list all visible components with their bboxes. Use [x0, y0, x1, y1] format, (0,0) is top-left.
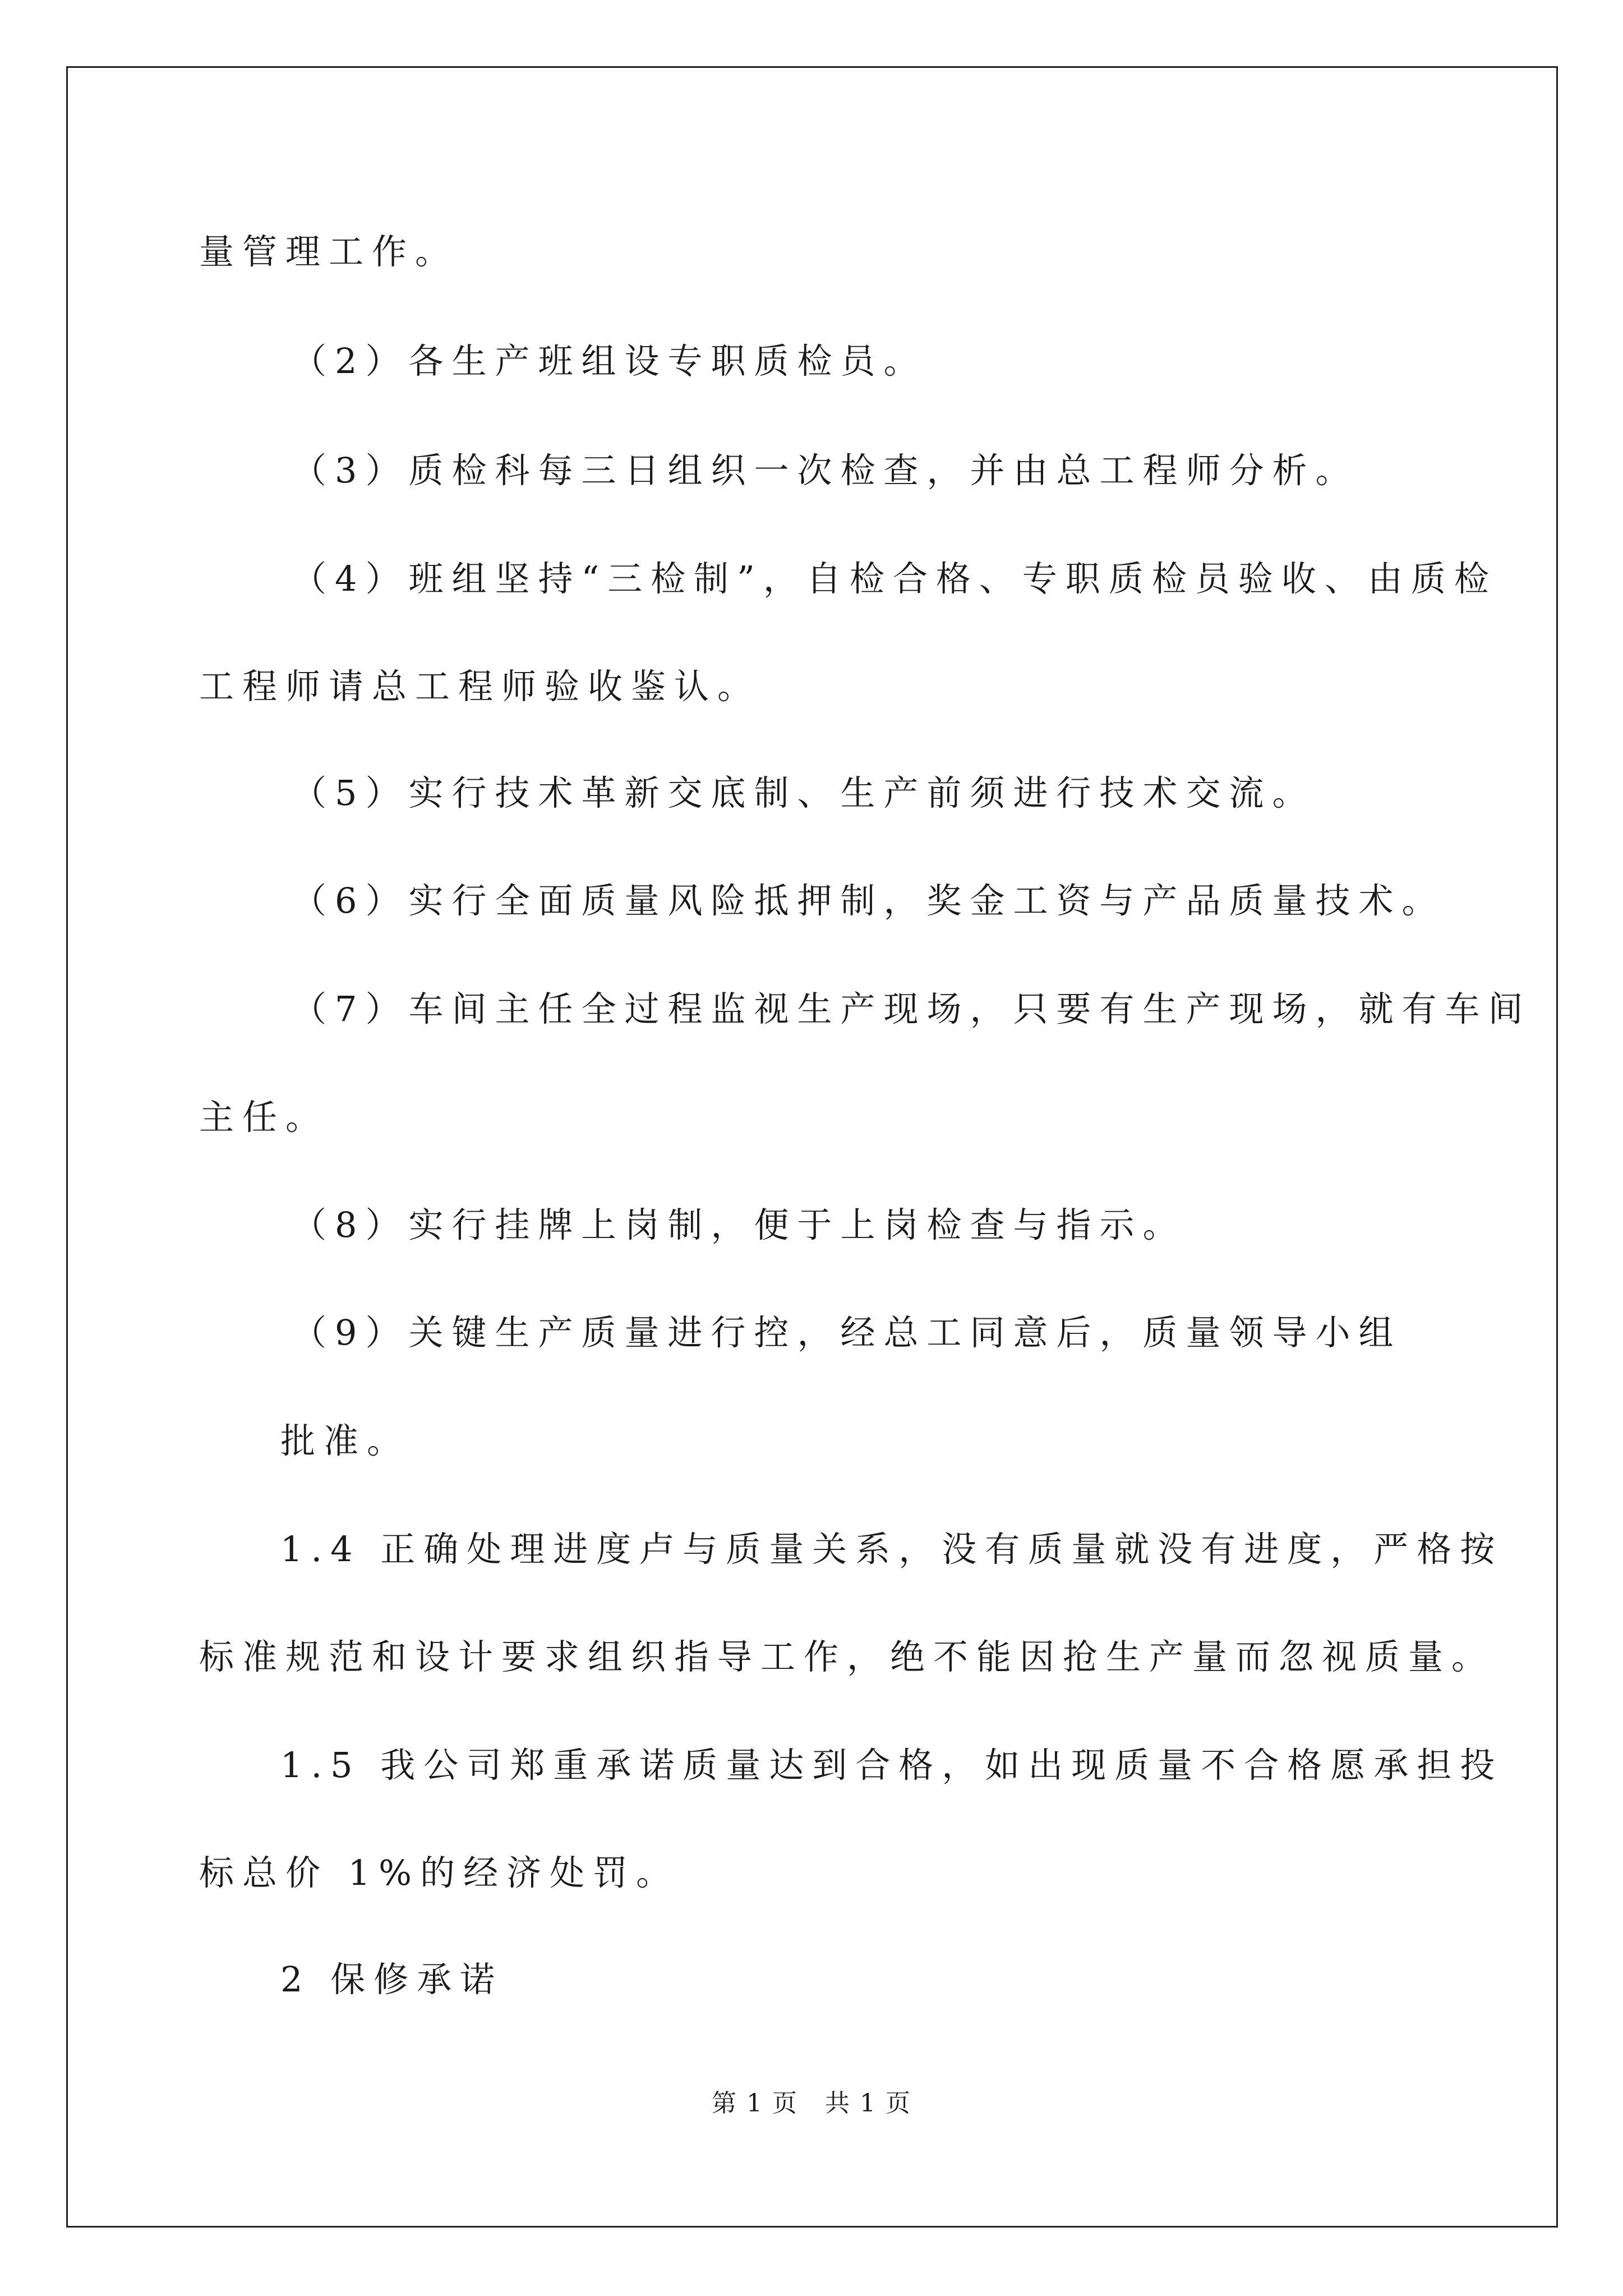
page-border	[66, 66, 1558, 2228]
text-line: （6）实行全面质量风险抵押制，奖金工资与产品质量技术。	[292, 880, 1445, 921]
text-line: 1.4 正确处理进度卢与质量关系，没有质量就没有进度，严格按	[280, 1529, 1504, 1570]
text-line: （7）车间主任全过程监视生产现场，只要有生产现场，就有车间	[292, 988, 1532, 1029]
page-footer: 第 1 页 共 1 页	[712, 2089, 911, 2118]
text-line: 标总价 1%的经济处罚。	[199, 1852, 680, 1893]
text-line: （2）各生产班组设专职质检员。	[292, 341, 927, 381]
text-line: 批准。	[280, 1420, 411, 1461]
text-line: 量管理工作。	[199, 231, 459, 272]
text-line: （8）实行挂牌上岗制，便于上岗检查与指示。	[292, 1204, 1186, 1245]
text-line: 工程师请总工程师验收鉴认。	[199, 666, 761, 707]
text-line: （3）质检科每三日组织一次检查，并由总工程师分析。	[292, 450, 1359, 491]
text-line: （4）班组坚持“三检制”，自检合格、专职质检员验收、由质检	[292, 558, 1497, 599]
section-heading: 2 保修承诺	[280, 1959, 504, 2000]
text-line: （9）关键生产质量进行控，经总工同意后，质量领导小组	[292, 1312, 1402, 1353]
text-line: 标准规范和设计要求组织指导工作，绝不能因抢生产量而忽视质量。	[199, 1636, 1495, 1677]
text-line: （5）实行技术革新交底制、生产前须进行技术交流。	[292, 772, 1316, 813]
text-line: 主任。	[199, 1097, 329, 1138]
text-line: 1.5 我公司郑重承诺质量达到合格，如出现质量不合格愿承担投	[280, 1745, 1504, 1786]
